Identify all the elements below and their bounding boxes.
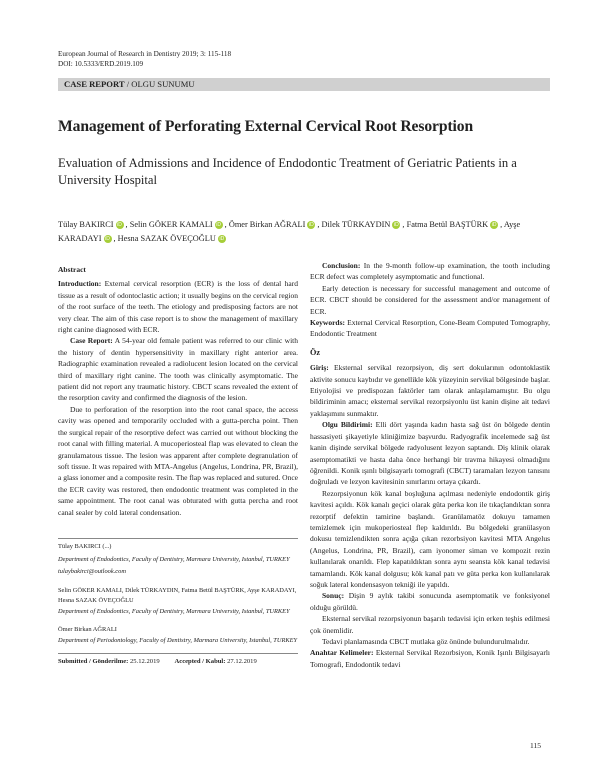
- oz-paragraph: Eksternal servikal rezorpsiyonun başarılı tedavisi için erken teşhis edilmesi çok önemlidir.: [310, 614, 550, 635]
- author-list: Tülay BAKIRCI iD , Selin GÖKER KAMALI iD , Ömer Birkan AĞRALI iD , Dilek TÜRKAYDIN iD , Fatma Betül BAŞTÜRK iD , Ayşe KARADAYI iD , Hesna SAZAK ÖVEÇOĞLU iD: [58, 220, 521, 243]
- oz-olgu: Olgu Bildirimi: Elli dört yaşında kadın hasta sağ üst ön bölgede dentin hassasiyeti şikayetiyle kliniğimize başvurdu. Radyografik incelemede sağ üst kanin dişinde servikal bölgede radyolusent lezyon saptandı. Diş klinik olarak asemptomatikti ve hasta daha önce herhangi bir travma hikayesi olmadığını öğrenildi. Konik ışınlı bilgisayarlı tomografi (CBCT) taramaları lezyon tanısını doğruladı ve lezyon kavitesinin sınırlarını ortaya çıkardı.: [310, 420, 550, 487]
- submission-dates: Submitted / Gönderilme: 25.12.2019 Accepted / Kabul: 27.12.2019: [58, 658, 257, 665]
- journal-header: [58, 49, 231, 69]
- category-label-tr: / OLGU SUNUMU: [124, 79, 195, 89]
- orcid-icon[interactable]: iD: [491, 222, 497, 229]
- orcid-icon[interactable]: iD: [219, 236, 225, 243]
- oz-paragraph: Tedavi planlamasında CBCT mutlaka göz önünde bulundurulmalıdır.: [322, 637, 530, 646]
- abstract-column: [58, 264, 298, 518]
- affiliation-divider: [58, 538, 298, 539]
- affiliation-name: Ömer Birkan AĞRALI: [58, 626, 117, 633]
- dates-divider: [58, 653, 298, 654]
- abstract-paragraph: Due to perforation of the resorption into the root canal space, the access cavity was opened and temporarily occluded with a gutta-percha point. Then the surgical repair of the resorptive defect was carried out without blocking the root canal with filling material. A mucoperiosteal flap was elevated to clean the granulamatous tissue. The lesion was apparent after complete degranulation of soft tissue. It was repaired with MTA-Angelus (Angelus, Londrina, PR, Brazil), a glass ionomer and a composite resin. The flap was replaced and sutured. Once the ECR cavity was restored, then endodontic treatment was completed in the same appointment. The root canal was obturated with gutta percha and root canal sealer by cold lateral condensation.: [58, 404, 298, 517]
- article-title: Management of Perforating External Cervical Root Resorption: [58, 118, 474, 135]
- author: Dilek TÜRKAYDIN: [321, 220, 391, 229]
- affiliation-dept: Department of Endodontics, Faculty of Dentistry, Marmara University, Istanbul, TURKEY: [58, 555, 290, 563]
- oz-giris: Giriş: Eksternal servikal rezorpsiyon, diş sert dokularının odontoklastik aktivite sonucu kaybıdır ve genellikle kök yüzeyinin servikal bölgesinde başlar. Etiyolojisi ve predispozan faktörler tam olarak anlaşılamamıştır. Bu olgu bildiriminin amacı; eksternal servikal rezorpsiyonlu üst kanin dişine ait tedavi yaklaşımını sunmaktır.: [310, 363, 550, 418]
- affiliation-name: Selin GÖKER KAMALI, Dilek TÜRKAYDIN, Fatma Betül BAŞTÜRK, Ayşe KARADAYI, Hesna SAZAK ÖVEÇOĞLU: [58, 586, 297, 604]
- article-category-bar: [58, 78, 550, 91]
- journal-citation: European Journal of Research in Dentistry 2019; 3: 115-118: [58, 50, 232, 58]
- author: Selin GÖKER KAMALI: [129, 220, 213, 229]
- oz-paragraph: Rezorpsiyonun kök kanal boşluğuna açılması nedeniyle endodontik giriş kavitesi açıldı. Kök kanalı geçici olarak güta perka kon ile tıkaçlandıktan sonra rezorptif defektin tamirine başlandı. Granülamatöz dokuyu tamamen temizlemek için mukoperiosteal flep kaldırıldı. Bu bölgedeki granülasyon dokusu temizlendikten sonra açığa çıkan rezorbsiyon kavitesi MTA Angelus (Angelus, Londrina, PR, Brazil), cam iyonomer siman ve kompozit rezin kullanılarak onarıldı. Flep kapatıldıktan sonra aynı seansta kök kanal tedavisi tamamlandı. Kök kanal dolgusu; kök kanal patı ve güta perka kon kullanılarak soğuk lateral kondensasyon tekniği ile yapıldı.: [310, 488, 550, 589]
- author: Ayşe KARADAYI: [58, 220, 521, 243]
- author: Hesna SAZAK ÖVEÇOĞLU: [117, 234, 216, 243]
- orcid-icon[interactable]: iD: [105, 236, 110, 243]
- author: Tülay BAKIRCI: [58, 220, 114, 229]
- oz-sonuc: Sonuç: Dişin 9 aylık takibi sonucunda asemptomatik ve fonksiyonel olduğu görüldü.: [310, 591, 550, 612]
- journal-doi: DOI: 10.5333/ERD.2019.109: [58, 60, 144, 68]
- orcid-icon[interactable]: iD: [308, 222, 314, 229]
- oz-column: [310, 260, 550, 670]
- abstract-keywords: Keywords: External Cervical Resorption, Cone-Beam Computed Tomography, Endodontic Treatment: [310, 318, 550, 339]
- oz-keywords: Anahtar Kelimeler: Eksternal Servikal Rezorbsiyon, Konik Işınlı Bilgisayarlı Tomografi, Endodontik tedavi: [310, 648, 550, 669]
- abstract-case: Case Report: A 54-year old female patient was referred to our clinic with the history of dentin hypersensitivity in maxillary right anterior area. Radiographic examination revealed a radiolucent lesion located on the cervical third of maxillary right canine. The tooth was clinically asymptomatic. The patient did not report any traumatic history. CBCT scans revealed the extent of the resorption cavity and confirmed the diagnosis of the lesion.: [58, 336, 298, 403]
- article-subtitle: Evaluation of Admissions and Incidence of Endodontic Treatment of Geriatric Patients in a University Hospital: [58, 156, 517, 187]
- abstract-paragraph: Early detection is necessary for successful management and outcome of ECR. CBCT should be considered for the assessment and/or management of ECR.: [310, 283, 550, 316]
- abstract-intro: Introduction: External cervical resorption (ECR) is the loss of dental hard tissue as a result of odontoclastic action; it usually begins on the cervical region of the root surface of the teeth. The etiology and predisposing factors are not very clear. The aim of this case report is to show the management of maxillary right canine diagnosed with ECR.: [58, 279, 298, 335]
- orcid-icon[interactable]: iD: [216, 222, 222, 229]
- affiliations: [58, 542, 298, 646]
- author: Fatma Betül BAŞTÜRK: [406, 220, 489, 229]
- affiliation-dept: Department of Periodontology, Faculty of Dentistry, Marmara University, Istanbul, TURKEY: [58, 636, 298, 644]
- affiliation-dept: Department of Endodontics, Faculty of Dentistry, Marmara University, Istanbul, TURKEY: [58, 607, 290, 615]
- orcid-icon[interactable]: iD: [117, 222, 122, 229]
- abstract-conclusion: Conclusion: In the 9-month follow-up examination, the tooth including ECR defect was completely asymptomatic and functional.: [310, 261, 550, 282]
- abstract-heading: Abstract: [58, 265, 86, 274]
- oz-heading: Öz: [310, 347, 321, 357]
- category-label: CASE REPORT: [64, 79, 125, 89]
- affiliation-email[interactable]: tulaybakirci@outlook.com: [58, 568, 126, 575]
- author: Ömer Birkan AĞRALI: [228, 220, 306, 229]
- affiliation-name: Tülay BAKIRCI (...): [58, 543, 112, 550]
- orcid-icon[interactable]: iD: [394, 222, 399, 229]
- page-number: 115: [530, 741, 541, 750]
